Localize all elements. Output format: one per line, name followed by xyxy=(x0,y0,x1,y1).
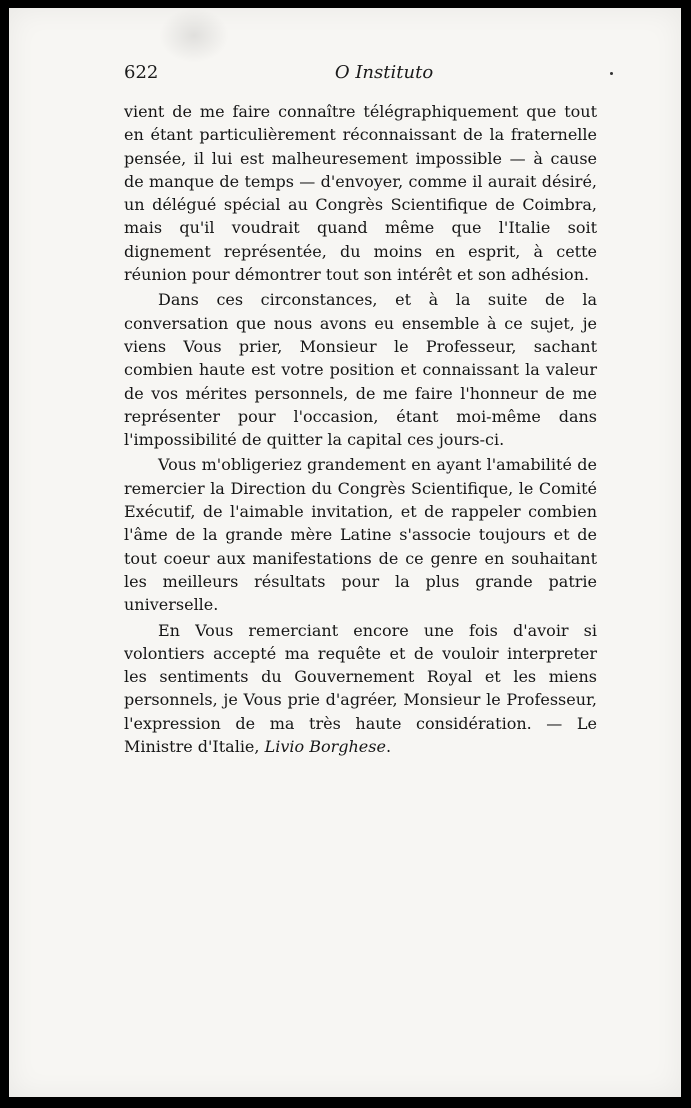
running-title: O Instituto xyxy=(334,62,434,83)
scan-smudge xyxy=(159,8,229,63)
page-header xyxy=(124,62,604,88)
paragraph-3: Vous m'obligeriez grandement en ayant l'amabilité de remercier la Direction du Congrès Scientifique, le Comité Exécutif, de l'aimable invitation, et de rappeler combien l'âme de la grande mère Latine s'associe toujours et de tout coeur aux manifestations de ce genre en souhaitant les meilleurs résultats pour la plus grande patrie universelle. xyxy=(124,455,597,615)
closing-end: . xyxy=(385,737,392,757)
paragraph-closing xyxy=(124,619,597,759)
page-number: 622 xyxy=(124,62,159,83)
closing-text: En Vous remerciant encore une fois d'avoir si volontiers accepté ma requête et de vouloir interpreter les sentiments du Gouvernement Royal et les miens personnels, je Vous prie d'agréer, Monsieur le Professeur, l'expression de ma très haute considération. — Le Ministre d'Italie, xyxy=(124,620,597,757)
paragraph-1: vient de me faire connaître télégraphiquement que tout en étant particulièrement réconnaissant de la fraternelle pensée, il lui est malheuresement impossible — à cause de manque de temps — d'envoyer, comme il aurait désiré, un délégué spécial au Congrès Scientifique de Coimbra, mais qu'il voudrait quand même que l'Italie soit dignement représentée, du moins en esprit, à cette réunion pour démontrer tout son intérêt et son adhésion. xyxy=(124,102,597,285)
paragraph-2: Dans ces circonstances, et à la suite de la conversation que nous avons eu ensemble à ce sujet, je viens Vous prier, Monsieur le Professeur, sachant combien haute est votre position et connaissant la valeur de vos mérites personnels, de me faire l'honneur de me représenter pour l'occasion, étant moi-même dans l'impossibilité de quitter la capital ces jours-ci. xyxy=(124,290,597,450)
speck xyxy=(610,72,613,75)
signature: Livio Borghese xyxy=(264,737,386,757)
body-text xyxy=(124,100,597,760)
